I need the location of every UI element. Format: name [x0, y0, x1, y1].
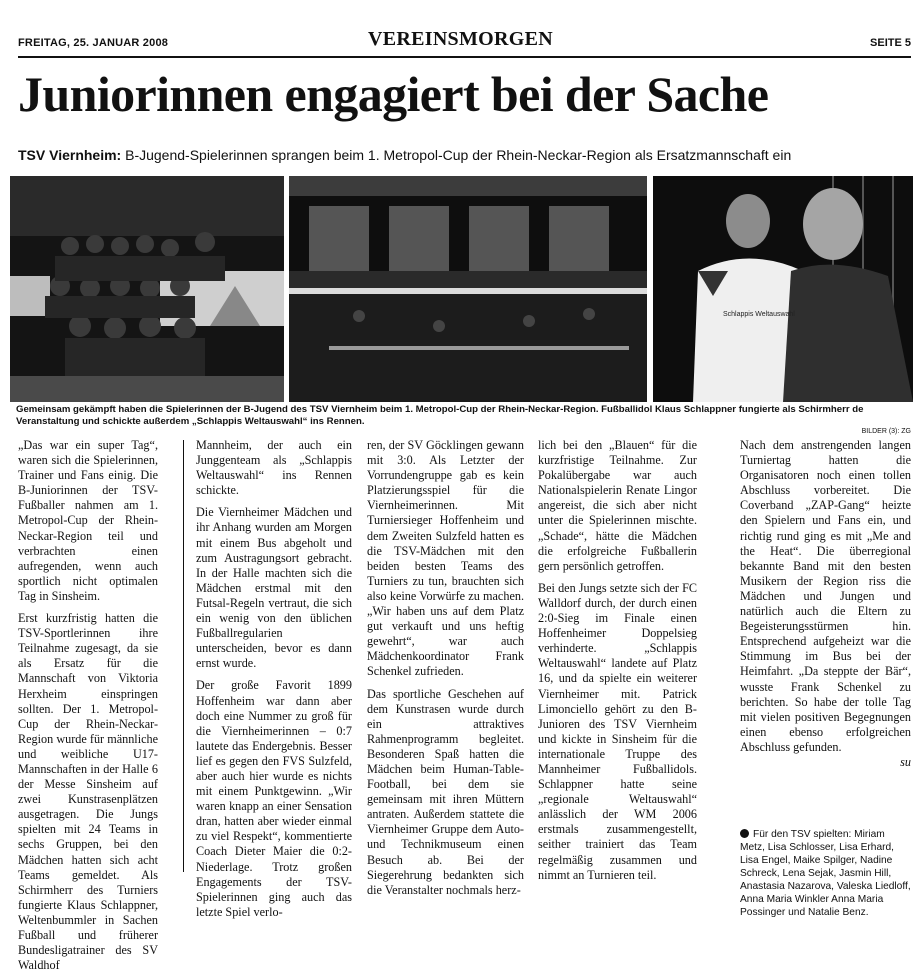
photo-indoor-hall [289, 176, 647, 402]
shirt-print: Schlappis Weltauswahl [723, 311, 795, 318]
issue-date: FREITAG, 25. JANUAR 2008 [18, 37, 169, 49]
article-column-2 [196, 438, 352, 927]
column-divider [183, 440, 184, 872]
article-column-1 [18, 438, 158, 980]
photo-credit: BILDER (3): ZG [861, 428, 911, 435]
photo-caption: Gemeinsam gekämpft haben die Spielerinnen der B-Jugend des TSV Viernheim beim 1. Metropol-Cup der Rhein-Neckar-Region. Fußballidol Klaus Schlappner fungierte als Schirmherr de Veranstaltung und schickte außerdem „Schlappis Weltauswahl“ ins Rennen. [16, 404, 864, 427]
paragraph: ren, der SV Göcklingen gewann mit 3:0. Als Letzter der Vorrundengruppe gab es kein Platzierungsspiel für die Viernheimerinnen. Mit Turniersieger Hoffenheim und dem Zweiten Sulzfeld hatten es die TSV-Mädchen mit den beiden besten Teams des Turniers zu tun, brauchten sich also keine Vorwürfe zu machen. „Wir haben uns auf dem Platz gut verkauft und uns heftig gewehrt“, war auch Mädchenkoordinator Frank Schenkel zufrieden. [367, 438, 524, 679]
paragraph: Bei den Jungs setzte sich der FC Walldorf durch, der durch einen 2:0-Sieg im Finale einen Hoffenheimer Doppelsieg verhinderte. „Schlappis Weltauswahl“ landete auf Platz 16, und da spielte ein weiterer Viernheimer mit. Patrick Limonciello gehört zu den B-Junioren des TSV Viernheim und kickte in Sinsheim für die internationale Truppe des Mannheimer Fußballidols. Schlappner hatte seine „regionale Weltauswahl“ anlässlich der WM 2006 erstmals zusammengestellt, seither trainiert das Team regelmäßig zusammen und nimmt an Turnieren teil. [538, 580, 697, 882]
header-rule [18, 56, 911, 58]
info-bullet-icon [740, 829, 749, 838]
article-column-5 [740, 438, 911, 777]
player-list-box [740, 828, 911, 919]
subhead-text: B-Jugend-Spielerinnen sprangen beim 1. Metropol-Cup der Rhein-Neckar-Region als Ersatzmannschaft ein [121, 147, 792, 163]
hall-photo-graphic [289, 176, 647, 402]
paragraph: lich bei den „Blauen“ für die kurzfristige Teilnahme. Zur Pokalübergabe war auch Nationalspielerin Renate Lingor angereist, die sich aber nicht unter die Spielerinnen mischte. „Schade“, hätte die Mädchen die erfolgreiche Fußballerin gern persönlich getroffen. [538, 438, 697, 573]
paragraph: Mannheim, der auch ein Junggenteam als „Schlappis Weltauswahl“ ins Rennen schickte. [196, 438, 352, 498]
article-subhead [18, 146, 908, 164]
paragraph [740, 438, 911, 770]
paragraph: Der große Favorit 1899 Hoffenheim war dann aber doch eine Nummer zu groß für die Viernheimerinnen – 0:7 lautete das Endergebnis. Besser lief es gegen den FVS Sulzfeld, aber auch hier wurde es nichts mit einem Punktgewinn. „Wir waren knapp an einer Sensation dran, hatten aber wieder einmal zu viel Respekt“, kommentierte Coach Dieter Maier die 0:2-Niederlage. Trotz großen Engagements der TSV-Spielerinnen ging auch das letzte Spiel verlo- [196, 678, 352, 919]
photo-team-group [10, 176, 284, 402]
paragraph: Die Viernheimer Mädchen und ihr Anhang wurden am Morgen mit einem Bus abgeholt und zum Austragungsort gebracht. In der Halle machten sich die Mädchen erstmal mit den Futsal-Regeln vertraut, die sich ein wenig von den üblichen Fußballregularien unterscheiden, bevor es dann ernst wurde. [196, 505, 352, 671]
paragraph-text: Nach dem anstrengenden langen Turniertag hatten die Organisatoren noch einen tollen Abschluss vorbereitet. Die Coverband „ZAP-Gang“ heizte den Spielern und Fans ein, und richtig rund ging es mit „Me and the Heat“. Die überregional bekannte Band mit den besten Musikern der Region riss die Mädchen und Jungen und natürlich auch die Eltern zu Begeisterungsstürmen hin. Entsprechend aufgeheizt war die Stimmung im Bus bei der Heimfahrt. „Da steppte der Bär“, wusste Frank Schenkel zu berichten. So habe der tolle Tag mit vielen positiven Begegnungen einen ebenso erfolgreichen Abschluss gefunden. [740, 438, 911, 754]
article-headline: Juniorinnen engagiert bei der Sache [18, 66, 769, 122]
paragraph: Erst kurzfristig hatten die TSV-Sportlerinnen ihre Teilnahme zugesagt, da sie als Ersatz für die Mannschaft von Viktoria Herxheim einspringen sollten. Der 1. Metropol-Cup der Rhein-Neckar-Region wurde für männliche und weibliche U17-Mannschaften in der Halle 6 der Messe Sinsheim auf zwei Kunstrasenplätzen ausgetragen. Die Jungs spielten mit 24 Teams in sechs Gruppen, bei den Mädchen hatten sich acht Teams gemeldet. Als Schirmherr des Turniers fungierte Klaus Schlappner, Weltenbummler in Sachen Fußball und früherer Bundesligatrainer des SV Waldhof [18, 611, 158, 973]
page-number: SEITE 5 [870, 37, 911, 49]
paragraph: „Das war ein super Tag“, waren sich die Spielerinnen, Trainer und Fans einig. Die B-Juniorinnen der TSV-Fußballer nahmen am 1. Metropol-Cup der Rhein-Neckar-Region teil und verbrachten einen aufregenden, wenn auch sportlich nicht optimalen Tag in Sinsheim. [18, 438, 158, 603]
page-header [0, 28, 921, 52]
section-masthead: VEREINSMORGEN [367, 28, 554, 50]
paragraph: Das sportliche Geschehen auf dem Kunstrasen wurde durch ein attraktives Rahmenprogramm begleitet. Besonderen Spaß hatten die Mädchen beim Human-Table-Football, bei dem sie gemeinsam mit ihren Müttern antraten. Außerdem stattete die Viernheimer Gruppe dem Auto- und Technikmuseum einen Besuch ab. Bei der Siegerehrung bedankten sich die Veranstalter nochmals herz- [367, 686, 524, 897]
author-signature: su [900, 754, 911, 769]
player-list: Für den TSV spielten: Miriam Metz, Lisa Schlosser, Lisa Erhard, Lisa Engel, Maike Spilger, Nadine Schreck, Lena Sejak, Jasmin Hill, Anastasia Nazarova, Valeska Liedloff, Anna Maria Winkler Anna Maria Possinger und Natalie Benz. [740, 829, 911, 918]
portrait-photo-graphic [653, 176, 913, 402]
article-column-3 [367, 438, 524, 905]
subhead-location: TSV Viernheim: [18, 147, 122, 163]
photo-schlappner-portrait [653, 176, 913, 402]
team-photo-graphic [10, 176, 284, 402]
article-column-4 [538, 438, 697, 890]
